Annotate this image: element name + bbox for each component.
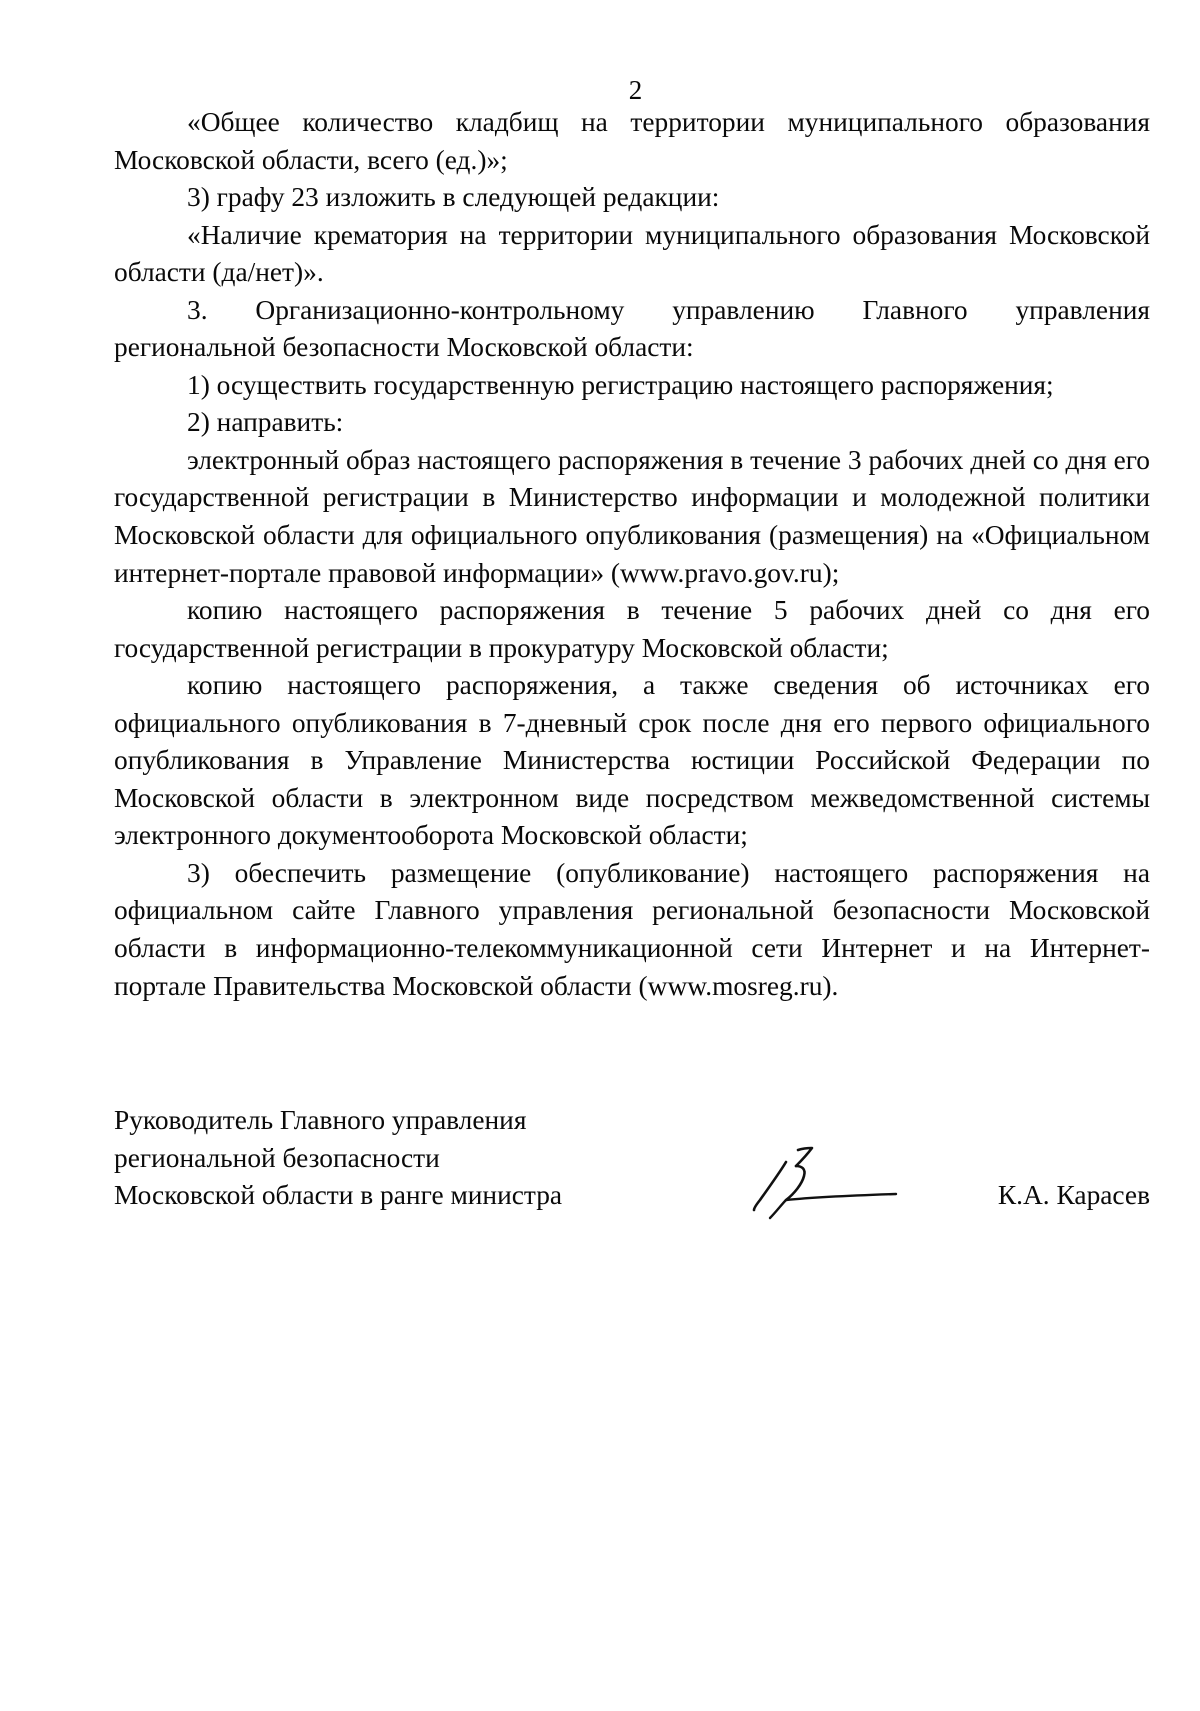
signature-block [114,1102,1150,1232]
paragraph-crematorium-quote: «Наличие крематория на территории муниципального образования Московской области (да/нет)». [114,219,1150,288]
paragraph-publication: 3) обеспечить размещение (опубликование) настоящего распоряжения на официальном сайте Главного управления региональной безопасности Московской области в информационно-телекоммуникационной сети Интернет и на Интернет-портале Правительства Московской области (www.mosreg.ru). [114,857,1150,1001]
paragraph-copy-prosecutor: копию настоящего распоряжения в течение 5 рабочих дней со дня его государственной регистрации в прокуратуру Московской области; [114,595,1150,663]
signatory-title [114,1102,562,1215]
paragraph-column-23: 3) графу 23 изложить в следующей редакции: [187,182,720,213]
paragraph-electronic-image: электронный образ настоящего распоряжения в течение 3 рабочих дней со дня его государственной регистрации в Министерство информации и молодежной политики Московской области для официального опубликования (размещения) на «Официальном интернет-портале правовой информации» (www.pravo.gov.ru); [114,444,1150,588]
signatory-name: К.А. Карасев [997,1180,1150,1210]
signatory-title-line: Руководитель Главного управления [114,1105,527,1135]
paragraph-copy-ministry-justice: копию настоящего распоряжения, а также сведения об источниках его официального опубликования в 7-дневный срок после дня его первого официального опубликования в Управление Министерства юстиции Российской Федерации по Московской области в электронном виде посредством межведомственной системы электронного документооборота Московской области; [114,670,1150,851]
handwritten-signature [746,1142,906,1222]
signatory-title-line: Московской области в ранге министра [114,1180,563,1210]
page-number: 2 [628,75,643,105]
signatory-title-line: региональной безопасности [114,1142,440,1173]
paragraph-cemeteries-quote: «Общее количество кладбищ на территории муниципального образования Московской области, всего (ед.)»; [114,107,1150,175]
paragraph-send: 2) направить: [187,407,344,438]
document-body [114,104,1150,1005]
paragraph-item-3: 3. Организационно-контрольному управлению Главного управления региональной безопасности Московской области: [114,294,1150,363]
paragraph-registration: 1) осуществить государственную регистрацию настоящего распоряжения; [187,369,1054,400]
